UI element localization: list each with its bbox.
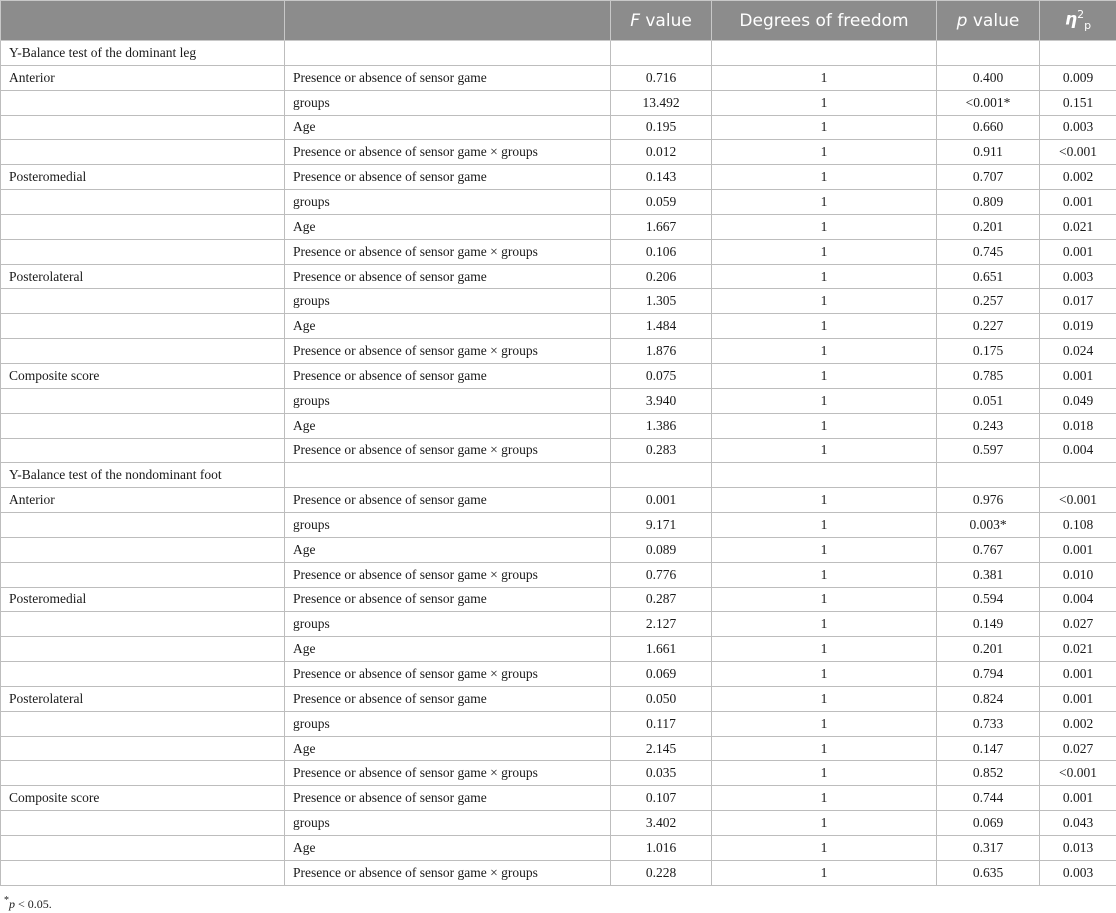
df-cell: 1 — [712, 562, 937, 587]
table-row — [1, 388, 1116, 413]
outcome-cell — [1, 190, 285, 215]
outcome-cell: Y-Balance test of the nondominant foot — [1, 463, 285, 488]
outcome-cell — [1, 513, 285, 538]
table-row — [1, 836, 1116, 861]
eta-squared-cell: 0.024 — [1040, 339, 1116, 364]
f-value-cell: 0.776 — [611, 562, 712, 587]
eta-squared-cell: 0.001 — [1040, 190, 1116, 215]
p-value-cell: 0.660 — [937, 115, 1040, 140]
outcome-cell: Posterolateral — [1, 686, 285, 711]
eta-squared-cell: 0.004 — [1040, 438, 1116, 463]
header-eta-squared — [1040, 1, 1116, 41]
eta-squared-cell: <0.001 — [1040, 488, 1116, 513]
factor-cell: Presence or absence of sensor game — [285, 786, 611, 811]
f-value-cell: 0.287 — [611, 587, 712, 612]
f-value-cell — [611, 41, 712, 66]
df-cell: 1 — [712, 811, 937, 836]
df-cell: 1 — [712, 513, 937, 538]
table-row — [1, 811, 1116, 836]
df-cell: 1 — [712, 836, 937, 861]
p-value-cell — [937, 41, 1040, 66]
f-value-cell: 0.228 — [611, 860, 712, 885]
outcome-cell — [1, 115, 285, 140]
outcome-cell — [1, 339, 285, 364]
outcome-cell — [1, 860, 285, 885]
f-value-cell: 1.484 — [611, 314, 712, 339]
p-value-cell: 0.809 — [937, 190, 1040, 215]
f-value-cell: 1.667 — [611, 214, 712, 239]
outcome-cell: Composite score — [1, 363, 285, 388]
outcome-cell — [1, 562, 285, 587]
outcome-cell — [1, 836, 285, 861]
outcome-cell — [1, 289, 285, 314]
header-f-value — [611, 1, 712, 41]
df-cell — [712, 41, 937, 66]
outcome-cell: Posterolateral — [1, 264, 285, 289]
table-footnote — [4, 895, 52, 912]
eta-squared-cell: 0.009 — [1040, 65, 1116, 90]
f-value-cell: 9.171 — [611, 513, 712, 538]
p-value-cell: 0.051 — [937, 388, 1040, 413]
p-value-cell: 0.175 — [937, 339, 1040, 364]
footnote-star: * — [4, 895, 9, 906]
table-row — [1, 860, 1116, 885]
p-value-cell: 0.069 — [937, 811, 1040, 836]
eta-squared-cell: 0.017 — [1040, 289, 1116, 314]
df-cell: 1 — [712, 264, 937, 289]
outcome-cell — [1, 90, 285, 115]
eta-squared-cell: 0.002 — [1040, 165, 1116, 190]
table-row — [1, 41, 1116, 66]
factor-cell: groups — [285, 811, 611, 836]
outcome-cell — [1, 314, 285, 339]
eta-squared-cell: 0.003 — [1040, 860, 1116, 885]
footnote-text: < 0.05. — [15, 897, 52, 911]
table-row — [1, 637, 1116, 662]
factor-cell: Age — [285, 314, 611, 339]
factor-cell — [285, 463, 611, 488]
df-cell: 1 — [712, 711, 937, 736]
outcome-cell — [1, 214, 285, 239]
outcome-cell — [1, 438, 285, 463]
f-value-cell: 13.492 — [611, 90, 712, 115]
table-row — [1, 239, 1116, 264]
p-value-cell: 0.597 — [937, 438, 1040, 463]
header-outcome — [1, 1, 285, 41]
p-value-cell: 0.635 — [937, 860, 1040, 885]
eta-squared-cell: 0.001 — [1040, 686, 1116, 711]
p-value-cell: 0.824 — [937, 686, 1040, 711]
f-value-cell: 0.001 — [611, 488, 712, 513]
factor-cell: Presence or absence of sensor game × groups — [285, 562, 611, 587]
df-cell: 1 — [712, 537, 937, 562]
f-value-cell: 0.089 — [611, 537, 712, 562]
f-value-cell: 1.016 — [611, 836, 712, 861]
eta-squared-cell: 0.027 — [1040, 612, 1116, 637]
p-value-cell: 0.707 — [937, 165, 1040, 190]
p-value-cell: 0.745 — [937, 239, 1040, 264]
table-row — [1, 711, 1116, 736]
factor-cell: groups — [285, 513, 611, 538]
factor-cell: Presence or absence of sensor game × groups — [285, 438, 611, 463]
table-row — [1, 537, 1116, 562]
outcome-cell — [1, 537, 285, 562]
p-value-cell: 0.767 — [937, 537, 1040, 562]
p-value-cell: 0.003* — [937, 513, 1040, 538]
p-value-cell: 0.257 — [937, 289, 1040, 314]
f-value-cell: 0.117 — [611, 711, 712, 736]
df-cell: 1 — [712, 190, 937, 215]
table-header — [1, 1, 1116, 41]
header-eta-sub: p — [1084, 19, 1092, 33]
f-value-cell: 1.386 — [611, 413, 712, 438]
f-value-cell: 2.145 — [611, 736, 712, 761]
p-value-cell: 0.794 — [937, 662, 1040, 687]
f-value-cell: 0.059 — [611, 190, 712, 215]
df-cell: 1 — [712, 438, 937, 463]
p-value-cell: <0.001* — [937, 90, 1040, 115]
header-p-symbol: p — [956, 10, 968, 31]
df-cell: 1 — [712, 786, 937, 811]
df-cell: 1 — [712, 239, 937, 264]
table-row — [1, 65, 1116, 90]
eta-squared-cell: 0.003 — [1040, 264, 1116, 289]
eta-squared-cell: 0.001 — [1040, 239, 1116, 264]
table-row — [1, 662, 1116, 687]
table-row — [1, 562, 1116, 587]
f-value-cell: 0.195 — [611, 115, 712, 140]
f-value-cell: 2.127 — [611, 612, 712, 637]
f-value-cell: 3.940 — [611, 388, 712, 413]
factor-cell: Age — [285, 115, 611, 140]
header-eta-sup: 2 — [1077, 8, 1085, 22]
f-value-cell: 0.075 — [611, 363, 712, 388]
factor-cell: Presence or absence of sensor game × groups — [285, 761, 611, 786]
df-cell — [712, 463, 937, 488]
table-row — [1, 736, 1116, 761]
outcome-cell: Y-Balance test of the dominant leg — [1, 41, 285, 66]
f-value-cell: 1.661 — [611, 637, 712, 662]
f-value-cell: 0.106 — [611, 239, 712, 264]
table-row — [1, 289, 1116, 314]
eta-squared-cell: 0.003 — [1040, 115, 1116, 140]
factor-cell: Presence or absence of sensor game — [285, 686, 611, 711]
footnote-p-symbol: p — [9, 897, 15, 911]
header-eta-symbol: η — [1064, 10, 1078, 31]
table-row — [1, 363, 1116, 388]
eta-squared-cell: 0.001 — [1040, 537, 1116, 562]
outcome-cell — [1, 736, 285, 761]
f-value-cell: 0.107 — [611, 786, 712, 811]
p-value-cell: 0.744 — [937, 786, 1040, 811]
header-f-symbol: F — [630, 10, 640, 31]
eta-squared-cell: 0.001 — [1040, 662, 1116, 687]
p-value-cell: 0.227 — [937, 314, 1040, 339]
df-cell: 1 — [712, 388, 937, 413]
df-cell: 1 — [712, 662, 937, 687]
factor-cell: Age — [285, 413, 611, 438]
outcome-cell: Posteromedial — [1, 165, 285, 190]
eta-squared-cell: 0.013 — [1040, 836, 1116, 861]
p-value-cell: 0.785 — [937, 363, 1040, 388]
eta-squared-cell: 0.021 — [1040, 214, 1116, 239]
f-value-cell: 0.206 — [611, 264, 712, 289]
table-row — [1, 488, 1116, 513]
p-value-cell: 0.381 — [937, 562, 1040, 587]
table-row — [1, 314, 1116, 339]
factor-cell: Presence or absence of sensor game — [285, 488, 611, 513]
outcome-cell — [1, 140, 285, 165]
p-value-cell: 0.594 — [937, 587, 1040, 612]
df-cell: 1 — [712, 587, 937, 612]
table-body — [1, 41, 1116, 886]
factor-cell: Presence or absence of sensor game — [285, 587, 611, 612]
factor-cell: groups — [285, 388, 611, 413]
eta-squared-cell: 0.027 — [1040, 736, 1116, 761]
outcome-cell — [1, 711, 285, 736]
factor-cell: Presence or absence of sensor game — [285, 65, 611, 90]
factor-cell: groups — [285, 90, 611, 115]
table-row — [1, 140, 1116, 165]
factor-cell: Presence or absence of sensor game × groups — [285, 239, 611, 264]
table-row — [1, 686, 1116, 711]
f-value-cell: 1.876 — [611, 339, 712, 364]
factor-cell: Age — [285, 637, 611, 662]
p-value-cell: 0.911 — [937, 140, 1040, 165]
factor-cell: Presence or absence of sensor game × groups — [285, 140, 611, 165]
factor-cell: Presence or absence of sensor game × groups — [285, 339, 611, 364]
p-value-cell: 0.201 — [937, 214, 1040, 239]
header-degrees-of-freedom: Degrees of freedom — [712, 1, 937, 41]
eta-squared-cell — [1040, 41, 1116, 66]
f-value-cell: 0.012 — [611, 140, 712, 165]
df-cell: 1 — [712, 860, 937, 885]
factor-cell: Presence or absence of sensor game × groups — [285, 662, 611, 687]
eta-squared-cell: 0.019 — [1040, 314, 1116, 339]
f-value-cell: 1.305 — [611, 289, 712, 314]
factor-cell: Presence or absence of sensor game — [285, 363, 611, 388]
outcome-cell — [1, 413, 285, 438]
table-row — [1, 90, 1116, 115]
df-cell: 1 — [712, 65, 937, 90]
eta-squared-cell: 0.018 — [1040, 413, 1116, 438]
eta-squared-cell: 0.049 — [1040, 388, 1116, 413]
p-value-cell: 0.243 — [937, 413, 1040, 438]
table-row — [1, 264, 1116, 289]
table-row — [1, 214, 1116, 239]
eta-squared-cell: 0.021 — [1040, 637, 1116, 662]
outcome-cell: Anterior — [1, 65, 285, 90]
df-cell: 1 — [712, 363, 937, 388]
outcome-cell — [1, 239, 285, 264]
p-value-cell: 0.651 — [937, 264, 1040, 289]
outcome-cell — [1, 637, 285, 662]
header-p-value — [937, 1, 1040, 41]
factor-cell: Age — [285, 736, 611, 761]
f-value-cell: 0.283 — [611, 438, 712, 463]
df-cell: 1 — [712, 637, 937, 662]
table-row — [1, 413, 1116, 438]
df-cell: 1 — [712, 612, 937, 637]
table-row — [1, 587, 1116, 612]
factor-cell: Age — [285, 214, 611, 239]
eta-squared-cell: 0.108 — [1040, 513, 1116, 538]
factor-cell: Age — [285, 836, 611, 861]
p-value-cell: 0.149 — [937, 612, 1040, 637]
outcome-cell — [1, 662, 285, 687]
eta-squared-cell: 0.004 — [1040, 587, 1116, 612]
df-cell: 1 — [712, 413, 937, 438]
p-value-cell: 0.852 — [937, 761, 1040, 786]
table-row — [1, 513, 1116, 538]
header-p-label: value — [967, 10, 1020, 31]
factor-cell — [285, 41, 611, 66]
table-row — [1, 463, 1116, 488]
df-cell: 1 — [712, 90, 937, 115]
df-cell: 1 — [712, 339, 937, 364]
df-cell: 1 — [712, 165, 937, 190]
header-factor — [285, 1, 611, 41]
table-row — [1, 786, 1116, 811]
eta-squared-cell: 0.043 — [1040, 811, 1116, 836]
factor-cell: Presence or absence of sensor game × groups — [285, 860, 611, 885]
outcome-cell: Posteromedial — [1, 587, 285, 612]
p-value-cell: 0.317 — [937, 836, 1040, 861]
df-cell: 1 — [712, 140, 937, 165]
factor-cell: groups — [285, 612, 611, 637]
f-value-cell: 3.402 — [611, 811, 712, 836]
eta-squared-cell: 0.151 — [1040, 90, 1116, 115]
p-value-cell: 0.976 — [937, 488, 1040, 513]
f-value-cell: 0.143 — [611, 165, 712, 190]
df-cell: 1 — [712, 214, 937, 239]
table-row — [1, 165, 1116, 190]
factor-cell: groups — [285, 190, 611, 215]
table-row — [1, 339, 1116, 364]
outcome-cell: Anterior — [1, 488, 285, 513]
eta-squared-cell: <0.001 — [1040, 140, 1116, 165]
table-row — [1, 761, 1116, 786]
eta-squared-cell — [1040, 463, 1116, 488]
p-value-cell: 0.201 — [937, 637, 1040, 662]
f-value-cell — [611, 463, 712, 488]
table-row — [1, 115, 1116, 140]
f-value-cell: 0.716 — [611, 65, 712, 90]
eta-squared-cell: 0.001 — [1040, 363, 1116, 388]
df-cell: 1 — [712, 115, 937, 140]
f-value-cell: 0.069 — [611, 662, 712, 687]
df-cell: 1 — [712, 736, 937, 761]
df-cell: 1 — [712, 314, 937, 339]
f-value-cell: 0.035 — [611, 761, 712, 786]
eta-squared-cell: 0.001 — [1040, 786, 1116, 811]
f-value-cell: 0.050 — [611, 686, 712, 711]
df-cell: 1 — [712, 488, 937, 513]
factor-cell: Presence or absence of sensor game — [285, 165, 611, 190]
eta-squared-cell: <0.001 — [1040, 761, 1116, 786]
header-f-label: value — [639, 10, 692, 31]
df-cell: 1 — [712, 686, 937, 711]
eta-squared-cell: 0.010 — [1040, 562, 1116, 587]
outcome-cell — [1, 612, 285, 637]
factor-cell: groups — [285, 711, 611, 736]
header-row — [1, 1, 1116, 41]
outcome-cell: Composite score — [1, 786, 285, 811]
table-row — [1, 190, 1116, 215]
eta-squared-cell: 0.002 — [1040, 711, 1116, 736]
outcome-cell — [1, 761, 285, 786]
df-cell: 1 — [712, 289, 937, 314]
table-row — [1, 612, 1116, 637]
p-value-cell — [937, 463, 1040, 488]
factor-cell: Presence or absence of sensor game — [285, 264, 611, 289]
outcome-cell — [1, 388, 285, 413]
factor-cell: groups — [285, 289, 611, 314]
p-value-cell: 0.733 — [937, 711, 1040, 736]
factor-cell: Age — [285, 537, 611, 562]
table-row — [1, 438, 1116, 463]
outcome-cell — [1, 811, 285, 836]
df-cell: 1 — [712, 761, 937, 786]
p-value-cell: 0.147 — [937, 736, 1040, 761]
p-value-cell: 0.400 — [937, 65, 1040, 90]
